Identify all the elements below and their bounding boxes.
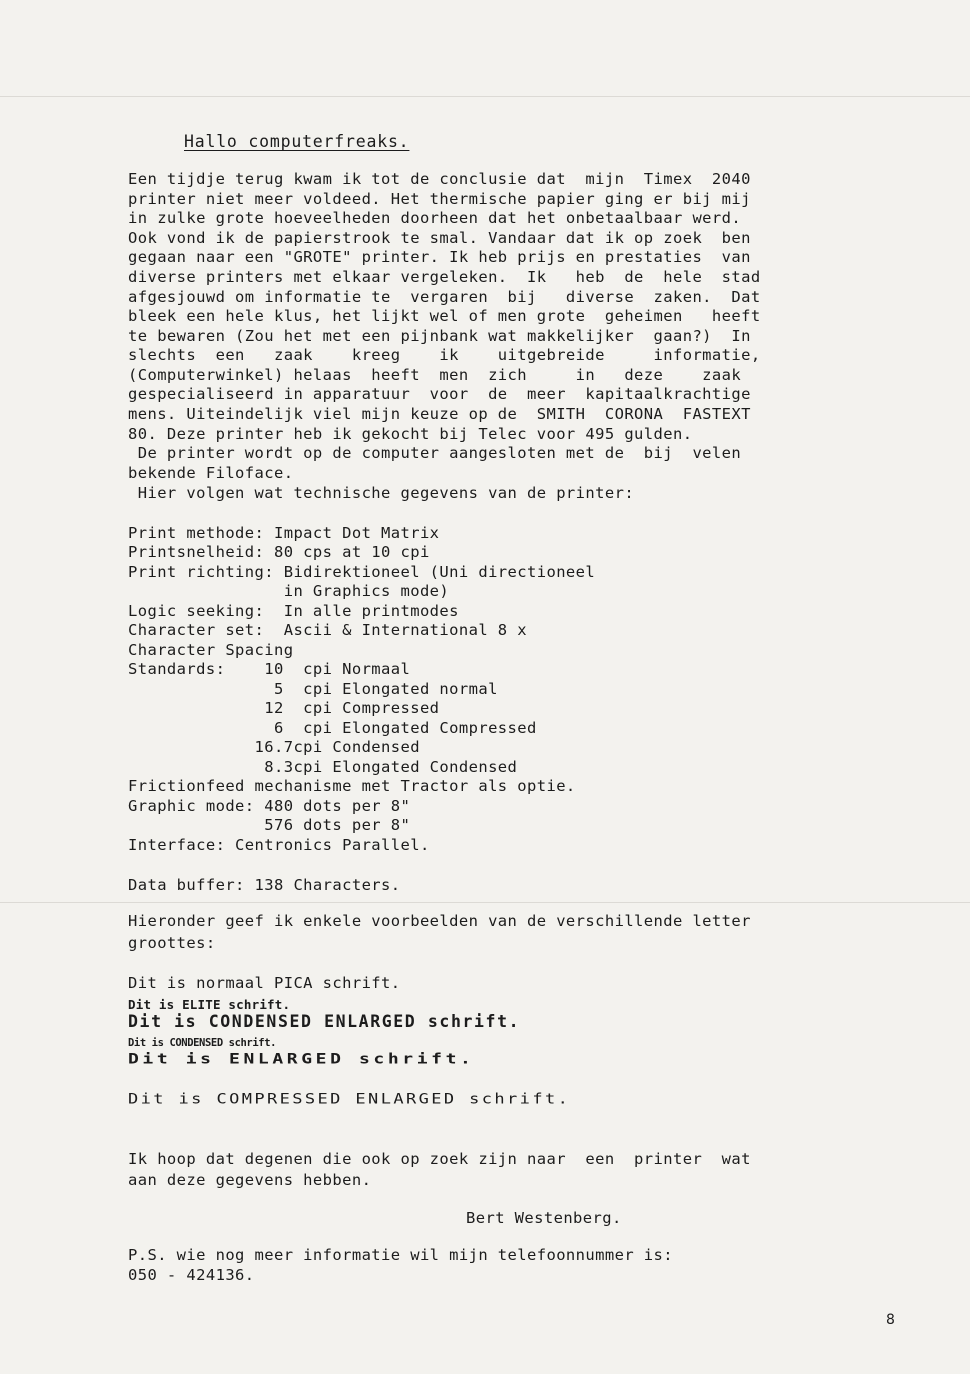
- intro-line: gegaan naar een "GROTE" printer. Ik heb prijs en prestaties van: [128, 248, 751, 266]
- spec-line: Graphic mode: 480 dots per 8": [128, 797, 411, 815]
- spec-line: Character Spacing: [128, 641, 294, 659]
- intro-line: afgesjouwd om informatie te vergaren bij diverse zaken. Dat: [128, 288, 761, 306]
- intro-line: slechts een zaak kreeg ik uitgebreide informatie,: [128, 346, 761, 364]
- example-condensed-enlarged: Dit is CONDENSED ENLARGED schrift.: [128, 1012, 521, 1031]
- spec-line: 5 cpi Elongated normal: [128, 680, 498, 698]
- spec-line: 6 cpi Elongated Compressed: [128, 719, 537, 737]
- spec-line: 576 dots per 8": [128, 816, 411, 834]
- intro-line: (Computerwinkel) helaas heeft men zich in deze zaak: [128, 366, 742, 384]
- spec-line: Frictionfeed mechanisme met Tractor als optie.: [128, 777, 576, 795]
- intro-line: diverse printers met elkaar vergeleken. Ik heb de hele stad: [128, 268, 761, 286]
- example-elite: Dit is ELITE schrift.: [128, 997, 291, 1012]
- spec-line: Print richting: Bidirektioneel (Uni directioneel: [128, 563, 596, 581]
- page-number: 8: [886, 1312, 895, 1328]
- signature: Bert Westenberg.: [466, 1209, 622, 1227]
- intro-line: bleek een hele klus, het lijkt wel of men grote geheimen heeft: [128, 307, 761, 325]
- spec-line: Print methode: Impact Dot Matrix: [128, 524, 440, 542]
- spec-line: Character set: Ascii & International 8 x: [128, 621, 528, 639]
- intro-line: mens. Uiteindelijk viel mijn keuze op de SMITH CORONA FASTEXT: [128, 405, 751, 423]
- spec-line: 8.3cpi Elongated Condensed: [128, 758, 518, 776]
- closing-line: aan deze gegevens hebben.: [128, 1171, 372, 1189]
- spec-line: Standards: 10 cpi Normaal: [128, 660, 411, 678]
- spec-line: 16.7cpi Condensed: [128, 738, 420, 756]
- example-enlarged: Dit is ENLARGED schrift.: [128, 1051, 475, 1068]
- page-title: Hallo computerfreaks.: [184, 132, 410, 151]
- spec-line: in Graphics mode): [128, 582, 450, 600]
- intro-line: in zulke grote hoeveelheden doorheen dat het onbetaalbaar werd.: [128, 209, 742, 227]
- spec-line: Interface: Centronics Parallel.: [128, 836, 430, 854]
- intro-line: printer niet meer voldeed. Het thermische papier ging er bij mij: [128, 190, 751, 208]
- intro-line: Hier volgen wat technische gegevens van de printer:: [128, 484, 635, 502]
- spec-line: Logic seeking: In alle printmodes: [128, 602, 459, 620]
- intro-line: bekende Filofacе.: [128, 464, 294, 482]
- examples-intro-line: groottes:: [128, 934, 216, 952]
- closing-line: Ik hoop dat degenen die ook op zoek zijn naar een printer wat: [128, 1150, 751, 1168]
- intro-line: gespecialiseerd in apparatuur voor de meer kapitaalkrachtige: [128, 385, 751, 403]
- example-pica: Dit is normaal PICA schrift.: [128, 974, 401, 992]
- intro-line: Een tijdje terug kwam ik tot de conclusie dat mijn Timex 2040: [128, 170, 751, 188]
- data-buffer-line: Data buffer: 138 Characters.: [128, 876, 401, 894]
- examples-intro-line: Hieronder geef ik enkele voorbeelden van de verschillende letter: [128, 912, 751, 930]
- spec-line: 12 cpi Compressed: [128, 699, 440, 717]
- example-condensed: Dit is CONDENSED schrift.: [128, 1037, 277, 1049]
- intro-line: Ook vond ik de papierstrook te smal. Vandaar dat ik op zoek ben: [128, 229, 751, 247]
- ps-line: 050 - 424136.: [128, 1266, 255, 1284]
- intro-line: 80. Deze printer heb ik gekocht bij Telec voor 495 gulden.: [128, 425, 693, 443]
- intro-line: De printer wordt op de computer aangesloten met de bij velen: [128, 444, 742, 462]
- example-compressed-enlarged: Dit is COMPRESSED ENLARGED schrift.: [128, 1091, 571, 1108]
- spec-line: Printsnelheid: 80 cps at 10 cpi: [128, 543, 430, 561]
- ps-line: P.S. wie nog meer informatie wil mijn telefoonnummer is:: [128, 1246, 673, 1264]
- intro-line: te bewaren (Zou het met een pijnbank wat makkelijker gaan?) In: [128, 327, 751, 345]
